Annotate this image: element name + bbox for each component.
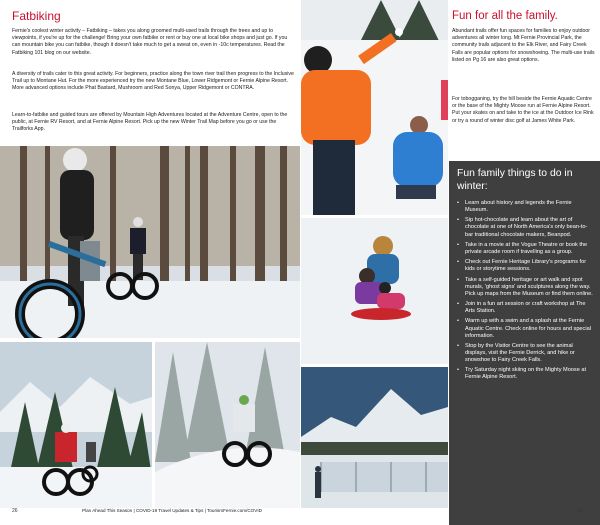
bullet-icon: • xyxy=(457,342,459,349)
photo-fatbike-snowy-trees xyxy=(155,342,300,508)
bullet-icon: • xyxy=(457,241,459,248)
list-item: • Stop by the Visitor Centre to see the animal displays, visit the Fernie Derrick, and hike or snowshoe to Fairy Creek Falls. xyxy=(457,342,575,364)
photo-snowball-kids xyxy=(301,0,448,215)
photo-mountain-ice-rink xyxy=(301,367,448,508)
page-title-fatbiking: Fatbiking xyxy=(12,9,61,23)
list-item: • Learn about history and legends the Fernie Museum. xyxy=(457,200,572,214)
sidebar-heading: Fun family things to do in winter: xyxy=(457,168,573,192)
list-item: • Check out Fernie Heritage Library's programs for kids or storytime sessions. xyxy=(457,259,587,273)
bullet-icon: • xyxy=(457,200,459,206)
bullet-icon: • xyxy=(457,318,459,325)
photo-fatbike-mountains xyxy=(0,342,152,508)
photo-fatbikers-forest xyxy=(0,146,300,338)
winter-things-sidebar xyxy=(449,161,600,525)
left-page-number: 26 xyxy=(12,508,18,514)
list-item: • Warm up with a swim and a splash at the Fernie Aquatic Centre. Check online for hours and special information. xyxy=(457,318,591,339)
list-item: • Take a self-guided heritage or art walk and spot murals, 'ghost signs' and sculptures along the way. Pick up maps from the Museum or find them online. xyxy=(457,276,593,297)
right-page-number: 27 xyxy=(577,508,583,514)
footer-covid-link[interactable]: Plan Ahead This Season | COVID-19 Travel Updates & Tips | TourismFernie.com/COVID xyxy=(82,508,262,513)
list-item: • Sip hot-chocolate and learn about the art of chocolate at one of North America's only bean-to-bar traditional chocolate makers, Beanpod. xyxy=(457,217,588,238)
list-item: • Take in a movie at the Vogue Theatre or book the private arcade room if travelling as a group. xyxy=(457,241,588,255)
bullet-icon: • xyxy=(457,367,459,374)
bullet-icon: • xyxy=(457,217,459,224)
list-item: • Join in a fun art session or craft workshop at The Arts Station. xyxy=(457,301,586,315)
fatbiking-intro-paragraph: Fernie's coolest winter activity – Fatbiking – takes you along groomed multi-used trails through the trees and up to viewpoints, if you're up for the challenge! Bring your own fatbike or rent or buy one at local bike shops and just go. If you can mountain bike you can fatbike, though it doesn't take much to get a sweat on, even in -10c temperatures. Read the Fatbiking 101 blog on our website. xyxy=(12,28,288,56)
bullet-icon: • xyxy=(457,301,459,308)
bullet-icon: • xyxy=(457,276,459,283)
family-tobogganing-paragraph: For tobogganing, try the hill beside the Fernie Aquatic Centre or the base of the Mighty Moose run at Fernie Alpine Resort. Put your skates on and take to the ice at the Outdoor Ice Rink or try a round of winter disc golf at James White Park. xyxy=(452,96,594,124)
fatbiking-tours-paragraph: Learn-to-fatbike and guided tours are offered by Mountain High Adventures located at the Adventure Centre, open to the public, at Fernie RV Resort, and at Fernie Alpine Resort. Pick up the new Winter Trail Map before you go or use the Trailforks App. xyxy=(12,112,288,133)
family-trails-paragraph: Abundant trails offer fun spaces for families to enjoy outdoor adventures all winter long. Mt Fernie Provincial Park, the community trails adjacent to the Elk River, and Fairy Creek Falls are popular options for snowshoeing. The multi-use trails listed on Pg 16 are also great options. xyxy=(452,28,595,63)
photo-tobogganing xyxy=(301,218,448,364)
winter-things-list xyxy=(457,200,595,385)
bullet-icon: • xyxy=(457,259,459,266)
list-item: • Try Saturday night skiing on the Mighty Moose at Fernie Alpine Resort. xyxy=(457,367,587,381)
fatbiking-trails-paragraph: A diversity of trails cater to this great activity. For beginners, practice along the town river trail then progress to the Inclusive Trail up to Montane Hut. For the more experienced try the new Montane Blue, Lower Ridgemont or Fernie Alpine Resort. More advanced options include Phat Bastard, Mushroom and Red Sonya, Upper Ridgemont or CONTRA. xyxy=(12,71,294,92)
page-title-family-fun: Fun for all the family. xyxy=(452,10,558,22)
